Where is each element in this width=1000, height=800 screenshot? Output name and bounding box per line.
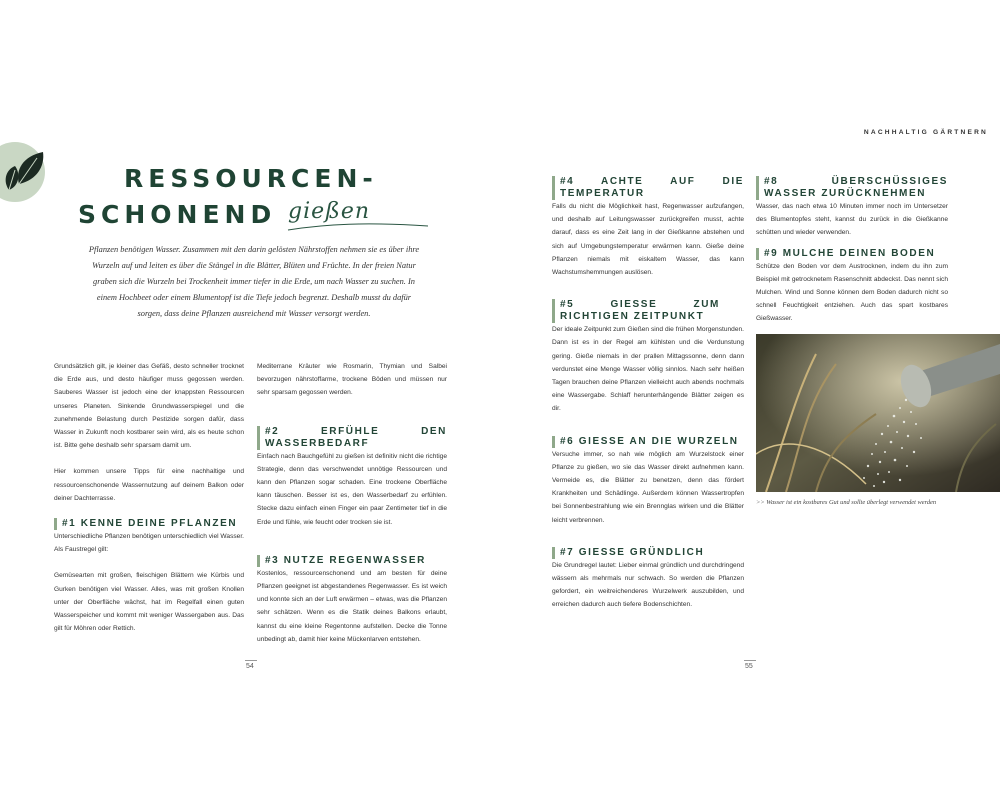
tip-9-heading: #9 MULCHE DEINEN BODEN [756,248,948,260]
intro-paragraph: Pflanzen benötigen Wasser. Zusammen mit den darin gelösten Nährstoffen nehmen sie es über ihre Wurzeln auf und leiten es über die Stängel in die Blätter, Blüten und Früchte. In der freien Natur graben sich die Wurzeln bei Trockenheit immer tiefer in die Erde, um nach Wasser zu suchen. In einem Hochbeet oder einem Blumentopf ist die Tiefe jedoch begrenzt. Deshalb musst du dafür sorgen, dass deine Pflanzen ausreichend mit Wasser versorgt werden. [88,245,420,318]
col2-paragraph: Kostenlos, ressourcenschonend und am besten für deine Pflanzen geeignet ist abgestandenes Regenwasser. Es ist weich und konnte sich an der Luft erwärmen – etwas, was die Pflanzen sehr schätzen. Wenn es die Statik deines Balkons erlaubt, kannst du eine kleine Regentonne aufstellen. Decke die Tonne unbedingt ab, damit hier keine Mückenlarven entstehen. [257,569,447,643]
col1-paragraph: Grundsätzlich gilt, je kleiner das Gefäß, desto schneller trocknet die Erde aus, und desto häufiger muss gegossen werden. Sauberes Wasser ist jedoch eine der knappsten Ressourcen unseres Planeten. Sinkende Grundwasserspiegel und die zunehmende Belastung durch Pestizide sorgen dafür, dass Wasser in Zukunft noch kostbarer sein wird, als es heute schon ist. Bitte gehe deshalb sehr sparsam damit um. [54,363,244,450]
page-title-line1: RESSOURCEN- [124,164,378,193]
page-number-right: 55 [745,663,753,670]
page-number-left: 54 [246,663,254,670]
col4-paragraph: Wasser, das nach etwa 10 Minuten immer noch im Untersetzer des Blumentopfes steht, kannst du zurück in die Gießkanne schütten und wieder verwenden. [756,203,948,237]
page-title-script: gießen [288,199,371,224]
col3-paragraph: Der ideale Zeitpunkt zum Gießen sind die frühen Morgenstunden. Dann ist es in der Regel am kühlsten und die Verdunstung gering. Gieße niemals in der prallen Mittagssonne, denn dann verdunstet eine Menge Wasser völlig sinnlos. Nach sehr heißen Tagen brauchen deine Pflanzen vielleicht auch abends nochmals eine Wassergabe. Schlaff herunterhängende Blätter zeigen es dir. [552,326,744,413]
col2-paragraph: Mediterrane Kräuter wie Rosmarin, Thymian und Salbei bevorzugen nährstoffarme, trockene Böden und müssen nur sehr sparsam gegossen werden. [257,363,447,397]
col1-paragraph: Gemüsearten mit großen, fleischigen Blättern wie Kürbis und Gurken benötigen viel Wasser. Alles, was mit großen Knollen unter der Oberfläche wächst, hat im Regelfall einen guten Wasserspeicher und kommt mit weniger Wassergaben aus. Das gilt für Möhren oder Rettich. [54,572,244,633]
col4-paragraph: Schütze den Boden vor dem Austrocknen, indem du ihn zum Beispiel mit getrocknetem Rasenschnitt abdeckst. Das nennt sich Mulchen. Wind und Sonne können dem Boden dadurch nicht so schnell Feuchtigkeit entziehen. Auch das spart kostbares Gießwasser. [756,262,948,323]
page-number-rule [744,660,756,661]
col3-paragraph: Versuche immer, so nah wie möglich am Wurzelstock einer Pflanze zu gießen, wo sie das Wasser direkt aufnehmen kann. Vermeide es, die Blätter zu benetzen, denn das fördert Krankheiten und Schädlinge. Außerdem können Wassertropfen bei Sonnenbestrahlung wie ein Brennglas wirken und die Blätter leicht verbrennen. [552,450,744,524]
tip-4-heading: #4 ACHTE AUF DIE TEMPERATUR [552,176,744,200]
tip-5-heading: #5 GIESSE ZUM RICHTIGEN ZEITPUNKT [552,299,720,323]
watering-photo [756,334,1000,492]
col1-paragraph: Unterschiedliche Pflanzen benötigen unterschiedlich viel Wasser. Als Faustregel gilt: [54,533,244,554]
column-4 [756,176,948,339]
tip-1-heading: #1 KENNE DEINE PFLANZEN [54,518,244,530]
tip-3-heading: #3 NUTZE REGENWASSER [257,555,447,567]
tip-2-heading: #2 ERFÜHLE DEN WASSERBEDARF [257,426,447,450]
tip-7-heading: #7 GIESSE GRÜNDLICH [552,547,744,559]
page-number-rule [245,660,257,661]
running-head: NACHHALTIG GÄRTNERN [863,129,988,136]
column-2 [257,360,447,659]
column-3 [552,176,744,625]
page-title-line2: SCHONEND [78,200,277,229]
script-underline [286,220,431,234]
col3-paragraph: Die Grundregel lautet: Lieber einmal gründlich und durchdringend wässern als mehrmals nur schwach. So werden die Pflanzen gefordert, ein weitreichenderes Wurzelwerk auszubilden, und erreichen dadurch auch tiefere Bodenschichten. [552,561,744,609]
col3-paragraph: Falls du nicht die Möglichkeit hast, Regenwasser aufzufangen, und deshalb auf Leitungswasser zurückgreifen musst, achte darauf, dass es eine Zeit lang in der Gießkanne abstehen und sich auf Umgebungstemperatur erwärmen kann. Gieße deine Pflanzen niemals mit eiskaltem Wasser, das kann Wachstumshemmungen auslösen. [552,203,744,277]
photo-caption: >> Wasser ist ein kostbares Gut und sollte überlegt verwendet werden [756,499,937,506]
leaf-decoration [0,142,45,202]
col1-paragraph: Hier kommen unsere Tipps für eine nachhaltige und ressourcenschonende Wassernutzung auf deinem Balkon oder deiner Dachterrasse. [54,468,244,502]
col2-paragraph: Einfach nach Bauchgefühl zu gießen ist definitiv nicht die richtige Strategie, denn das verschwendet unnötige Ressourcen und kann den Pflanzen sogar schaden. Eine trockene Oberfläche kann täuschen. Besser ist es, den Wasserbedarf zu erfühlen. Stecke dazu einfach einen Finger ein paar Zentimeter tief in die Erde und fühle, wie feucht oder trocken sie ist. [257,452,447,526]
tip-8-heading: #8 ÜBERSCHÜSSIGES WASSER ZURÜCKNEHMEN [756,176,948,200]
column-1 [54,360,244,648]
tip-6-heading: #6 GIESSE AN DIE WURZELN [552,436,744,448]
